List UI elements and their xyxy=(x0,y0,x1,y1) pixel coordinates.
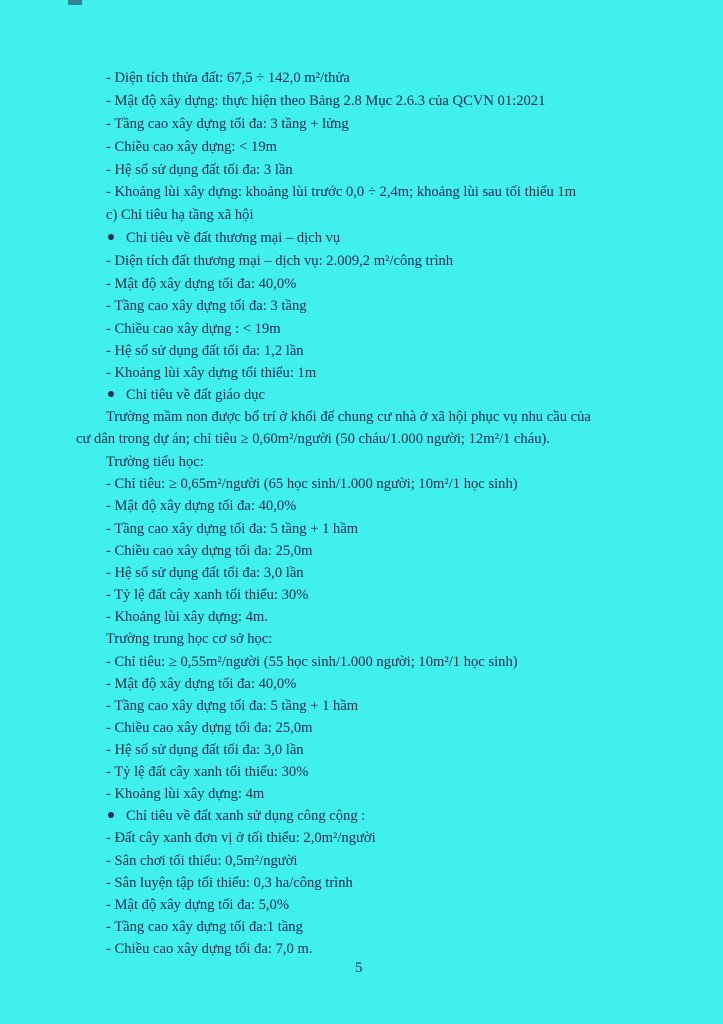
text-line xyxy=(106,653,518,671)
line-text: - Chiều cao xây dựng : < 19m xyxy=(106,321,281,337)
text-line xyxy=(106,918,303,936)
line-text: - Mật độ xây dựng: thực hiện theo Bảng 2.8 Mục 2.6.3 của QCVN 01:2021 xyxy=(106,93,546,109)
text-line xyxy=(106,520,358,538)
text-line xyxy=(106,741,304,759)
bullet-heading xyxy=(108,807,365,825)
text-line xyxy=(106,252,453,270)
text-line xyxy=(106,408,591,426)
line-text: - Chiều cao xây dựng tối đa: 25,0m xyxy=(106,720,313,736)
text-line xyxy=(76,430,550,448)
line-text: - Tầng cao xây dựng tối đa: 3 tầng xyxy=(106,298,307,314)
line-text: - Chỉ tiêu: ≥ 0,55m²/người (55 học sinh/1.000 người; 10m²/1 học sinh) xyxy=(106,654,518,670)
text-line xyxy=(106,608,268,626)
text-line xyxy=(106,785,264,803)
line-text: - Đất cây xanh đơn vị ở tối thiểu: 2,0m²/người xyxy=(106,830,376,846)
scan-mark xyxy=(68,0,82,5)
bullet-heading xyxy=(108,229,340,247)
line-text: - Sân luyện tập tối thiểu: 0,3 ha/công trình xyxy=(106,875,353,891)
text-line xyxy=(106,115,349,133)
line-text: - Tỷ lệ đất cây xanh tối thiểu: 30% xyxy=(106,764,309,780)
text-line xyxy=(106,342,304,360)
text-line xyxy=(106,564,304,582)
line-text: - Hệ số sử dụng đất tối đa: 3,0 lần xyxy=(106,565,304,581)
bullet-heading xyxy=(108,386,265,404)
line-text: - Chiều cao xây dựng: < 19m xyxy=(106,139,277,155)
text-line xyxy=(106,364,316,382)
text-line xyxy=(106,69,350,87)
line-text: - Sân chơi tối thiểu: 0,5m²/người xyxy=(106,853,298,869)
text-line xyxy=(106,206,254,224)
text-line xyxy=(106,940,313,958)
line-text: Chỉ tiêu về đất giáo dục xyxy=(126,387,266,403)
text-line xyxy=(106,697,358,715)
text-line xyxy=(106,719,313,737)
line-text: Chỉ tiêu về đất xanh sử dụng công cộng : xyxy=(126,808,366,824)
margin-stamp xyxy=(694,338,708,458)
line-text: - Tầng cao xây dựng tối đa:1 tầng xyxy=(106,919,303,935)
text-line xyxy=(106,475,518,493)
text-line xyxy=(106,275,296,293)
bullet-icon xyxy=(108,812,114,818)
line-text: - Tỷ lệ đất cây xanh tối thiểu: 30% xyxy=(106,587,309,603)
text-line xyxy=(106,542,313,560)
text-line xyxy=(106,183,576,201)
line-text: c) Chỉ tiêu hạ tầng xã hội xyxy=(106,207,254,223)
line-text: - Mật độ xây dựng tối đa: 40,0% xyxy=(106,676,297,692)
line-text: - Chỉ tiêu: ≥ 0,65m²/người (65 học sinh/1.000 người; 10m²/1 học sinh) xyxy=(106,476,518,492)
line-text: - Tầng cao xây dựng tối đa: 3 tầng + lửng xyxy=(106,116,349,132)
text-line xyxy=(106,92,545,110)
line-text: - Khoảng lùi xây dựng: 4m. xyxy=(106,609,268,625)
text-line xyxy=(106,630,272,648)
page-number: 5 xyxy=(355,960,363,976)
text-line xyxy=(106,320,281,338)
text-line xyxy=(106,138,277,156)
line-text: - Tầng cao xây dựng tối đa: 5 tầng + 1 hầm xyxy=(106,521,359,537)
bullet-icon xyxy=(108,391,114,397)
line-text: - Mật độ xây dựng tối đa: 40,0% xyxy=(106,498,297,514)
line-text: Trường tiểu học: xyxy=(106,454,204,470)
line-text: - Mật độ xây dựng tối đa: 40,0% xyxy=(106,276,297,292)
text-line xyxy=(106,161,293,179)
text-line xyxy=(106,297,307,315)
line-text: Chỉ tiêu về đất thương mại – dịch vụ xyxy=(126,230,341,246)
text-line xyxy=(106,763,308,781)
line-text: - Chiều cao xây dựng tối đa: 25,0m xyxy=(106,543,313,559)
text-line xyxy=(106,874,353,892)
text-line xyxy=(106,453,204,471)
line-text: - Khoảng lùi xây dựng: 4m xyxy=(106,786,265,802)
line-text: - Khoảng lùi xây dựng: khoảng lùi trước 0,0 ÷ 2,4m; khoảng lùi sau tối thiểu 1m xyxy=(106,184,577,200)
line-text: - Mật độ xây dựng tối đa: 5,0% xyxy=(106,897,290,913)
bullet-icon xyxy=(108,234,114,240)
line-text: - Chiều cao xây dựng tối đa: 7,0 m. xyxy=(106,941,313,957)
line-text: - Diện tích thửa đất: 67,5 ÷ 142,0 m²/thửa xyxy=(106,70,350,86)
line-text: - Hệ số sử dụng đất tối đa: 3 lần xyxy=(106,162,293,178)
line-text: - Tầng cao xây dựng tối đa: 5 tầng + 1 hầm xyxy=(106,698,359,714)
line-text: - Hệ số sử dụng đất tối đa: 3,0 lần xyxy=(106,742,304,758)
line-text: Trường mầm non được bố trí ở khối đế chung cư nhà ở xã hội phục vụ nhu cầu của xyxy=(106,409,591,425)
text-line xyxy=(106,896,289,914)
line-text: - Diện tích đất thương mại – dịch vụ: 2.009,2 m²/công trình xyxy=(106,253,454,269)
text-line xyxy=(106,497,296,515)
line-text: Trường trung học cơ sở học: xyxy=(106,631,273,647)
text-line xyxy=(106,675,296,693)
text-line xyxy=(106,852,297,870)
line-text: - Khoảng lùi xây dựng tối thiểu: 1m xyxy=(106,365,317,381)
text-line xyxy=(106,829,376,847)
text-line xyxy=(106,586,308,604)
line-text: - Hệ số sử dụng đất tối đa: 1,2 lần xyxy=(106,343,304,359)
line-text: cư dân trong dự án; chỉ tiêu ≥ 0,60m²/người (50 cháu/1.000 người; 12m²/1 cháu). xyxy=(76,431,550,447)
